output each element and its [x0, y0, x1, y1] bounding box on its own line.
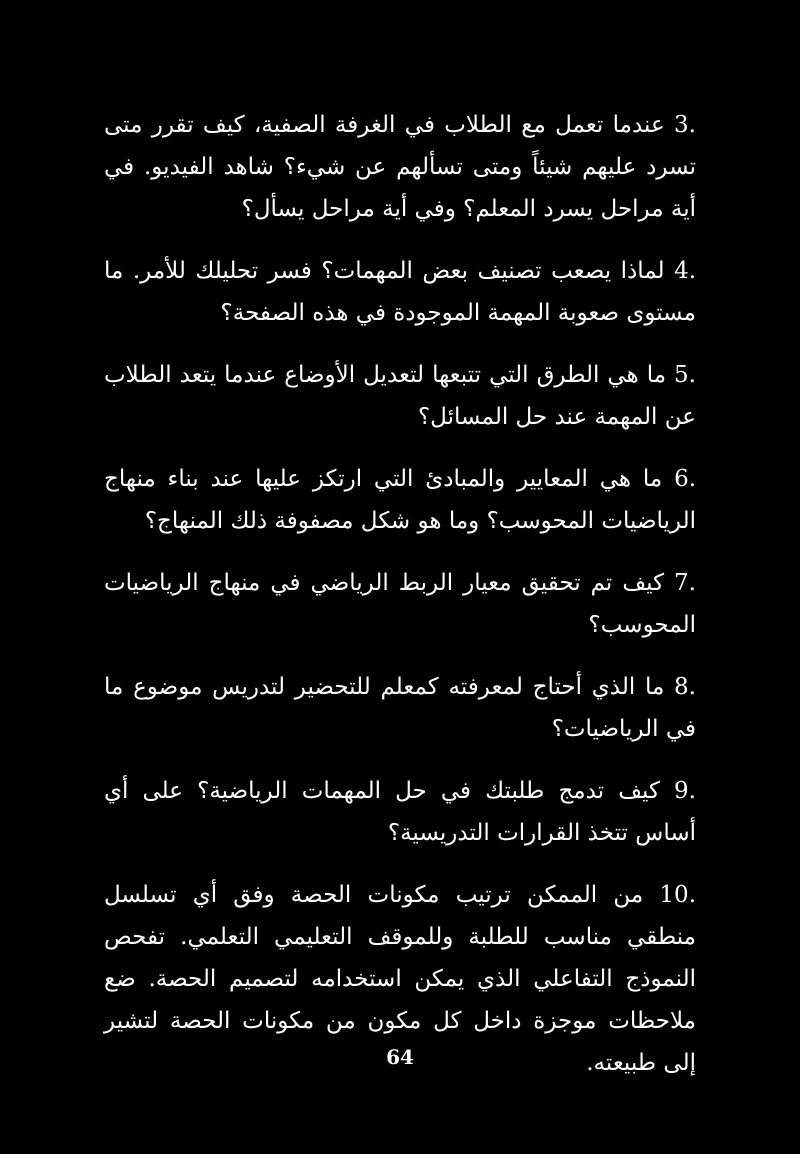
question-number: 4. [674, 258, 697, 284]
question-list [104, 104, 696, 1104]
question-number: 3. [674, 112, 696, 138]
question-text: ما الذي أحتاج لمعرفته كمعلم للتحضير لتدريس موضوع ما في الرياضيات؟ [104, 674, 696, 742]
question-text: من الممكن ترتيب مكونات الحصة وفق أي تسلسل منطقي مناسب للطلبة وللموقف التعليمي التعلمي. تفحص النموذج التفاعلي الذي يمكن استخدامه لتصميم الحصة. ضع ملاحظات موجزة داخل كل مكون من مكونات الحصة لتشير إلى طبيعته. [104, 882, 696, 1076]
page-number: 64 [386, 1045, 414, 1069]
question-number: 6. [674, 466, 697, 492]
question-5 [104, 354, 696, 438]
question-8 [104, 666, 696, 750]
question-text: عندما تعمل مع الطلاب في الغرفة الصفية، كيف تقرر متى تسرد عليهم شيئاً ومتى تسألهم عن شيء؟ شاهد الفيديو. في أية مراحل يسرد المعلم؟ وفي أية مراحل يسأل؟ [104, 112, 696, 222]
question-number: 8. [674, 674, 696, 700]
question-number: 7. [674, 570, 696, 596]
question-text: لماذا يصعب تصنيف بعض المهمات؟ فسر تحليلك للأمر. ما مستوى صعوبة المهمة الموجودة في هذه الصفحة؟ [104, 258, 696, 326]
question-3 [104, 104, 696, 230]
question-7 [104, 562, 696, 646]
question-6 [104, 458, 696, 542]
question-text: كيف تم تحقيق معيار الربط الرياضي في منهاج الرياضيات المحوسب؟ [104, 570, 696, 638]
question-text: ما هي المعايير والمبادئ التي ارتكز عليها عند بناء منهاج الرياضيات المحوسب؟ وما هو شكل مصفوفة ذلك المنهاج؟ [104, 466, 696, 534]
question-number: 10. [659, 882, 696, 908]
question-text: كيف تدمج طلبتك في حل المهمات الرياضية؟ على أي أساس تتخذ القرارات التدريسية؟ [104, 778, 696, 846]
question-4 [104, 250, 696, 334]
question-number: 5. [674, 362, 696, 388]
question-text: ما هي الطرق التي تتبعها لتعديل الأوضاع عندما يتعد الطلاب عن المهمة عند حل المسائل؟ [104, 362, 696, 430]
question-9 [104, 770, 696, 854]
question-number: 9. [674, 778, 696, 804]
